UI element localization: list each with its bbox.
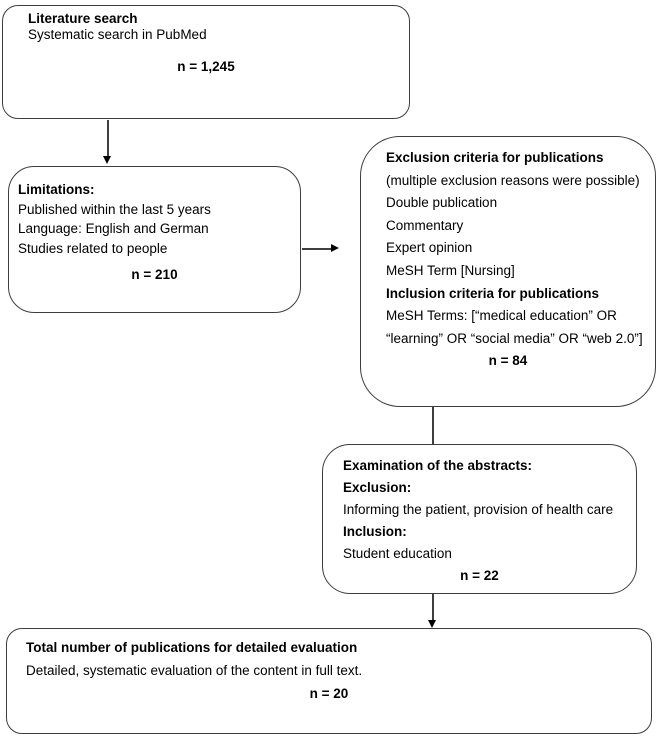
- abstract-examination-count: n = 22: [460, 568, 499, 583]
- total-evaluation-subtitle: Detailed, systematic evaluation of the content in full text.: [26, 663, 363, 678]
- limitations-item: Studies related to people: [18, 240, 168, 256]
- exclusion-criteria-note: (multiple exclusion reasons were possible): [386, 172, 640, 188]
- limitations-box: [8, 166, 301, 313]
- exclusion-criteria-item: Commentary: [386, 217, 464, 233]
- inclusion-criteria-heading: Inclusion criteria for publications: [386, 285, 600, 301]
- total-evaluation-count: n = 20: [309, 686, 349, 701]
- total-evaluation-box: [6, 628, 652, 734]
- mesh-terms-line: MeSH Terms: [“medical education” OR: [386, 308, 617, 324]
- mesh-terms-line: “learning” OR “social media” OR “web 2.0”]: [386, 330, 643, 346]
- limitations-count: n = 210: [131, 267, 178, 282]
- criteria-count: n = 84: [488, 353, 528, 369]
- exclusion-criteria-heading: Exclusion criteria for publications: [386, 150, 604, 165]
- abstract-examination-box: [322, 444, 637, 594]
- literature-search-subtitle: Systematic search in PubMed: [28, 26, 207, 42]
- arrowhead-right-icon: [331, 244, 339, 252]
- criteria-box: [360, 136, 656, 407]
- abstract-inclusion-label: Inclusion:: [343, 524, 407, 539]
- connector-limitations-to-criteria: [302, 248, 332, 250]
- limitations-item: Published within the last 5 years: [18, 201, 211, 217]
- limitations-title: Limitations:: [18, 182, 95, 197]
- connector-criteria-to-abstracts: [432, 407, 434, 444]
- connector-search-to-limitations: [107, 120, 109, 158]
- abstract-inclusion-text: Student education: [343, 546, 452, 561]
- exclusion-criteria-item: Double publication: [386, 195, 498, 211]
- exclusion-criteria-item: Expert opinion: [386, 240, 473, 256]
- connector-abstracts-to-total: [432, 594, 434, 621]
- abstract-exclusion-label: Exclusion:: [343, 480, 412, 495]
- abstract-exclusion-text: Informing the patient, provision of health care: [343, 502, 614, 517]
- literature-search-box: [2, 5, 410, 119]
- limitations-item: Language: English and German: [18, 221, 209, 236]
- arrowhead-down-icon: [103, 156, 111, 164]
- abstract-examination-title: Examination of the abstracts:: [343, 458, 533, 473]
- literature-search-title: Literature search: [28, 11, 138, 26]
- exclusion-criteria-item: MeSH Term [Nursing]: [386, 262, 515, 278]
- literature-search-count: n = 1,245: [177, 59, 235, 74]
- arrowhead-down-icon: [428, 620, 436, 628]
- total-evaluation-title: Total number of publications for detailed evaluation: [26, 640, 358, 655]
